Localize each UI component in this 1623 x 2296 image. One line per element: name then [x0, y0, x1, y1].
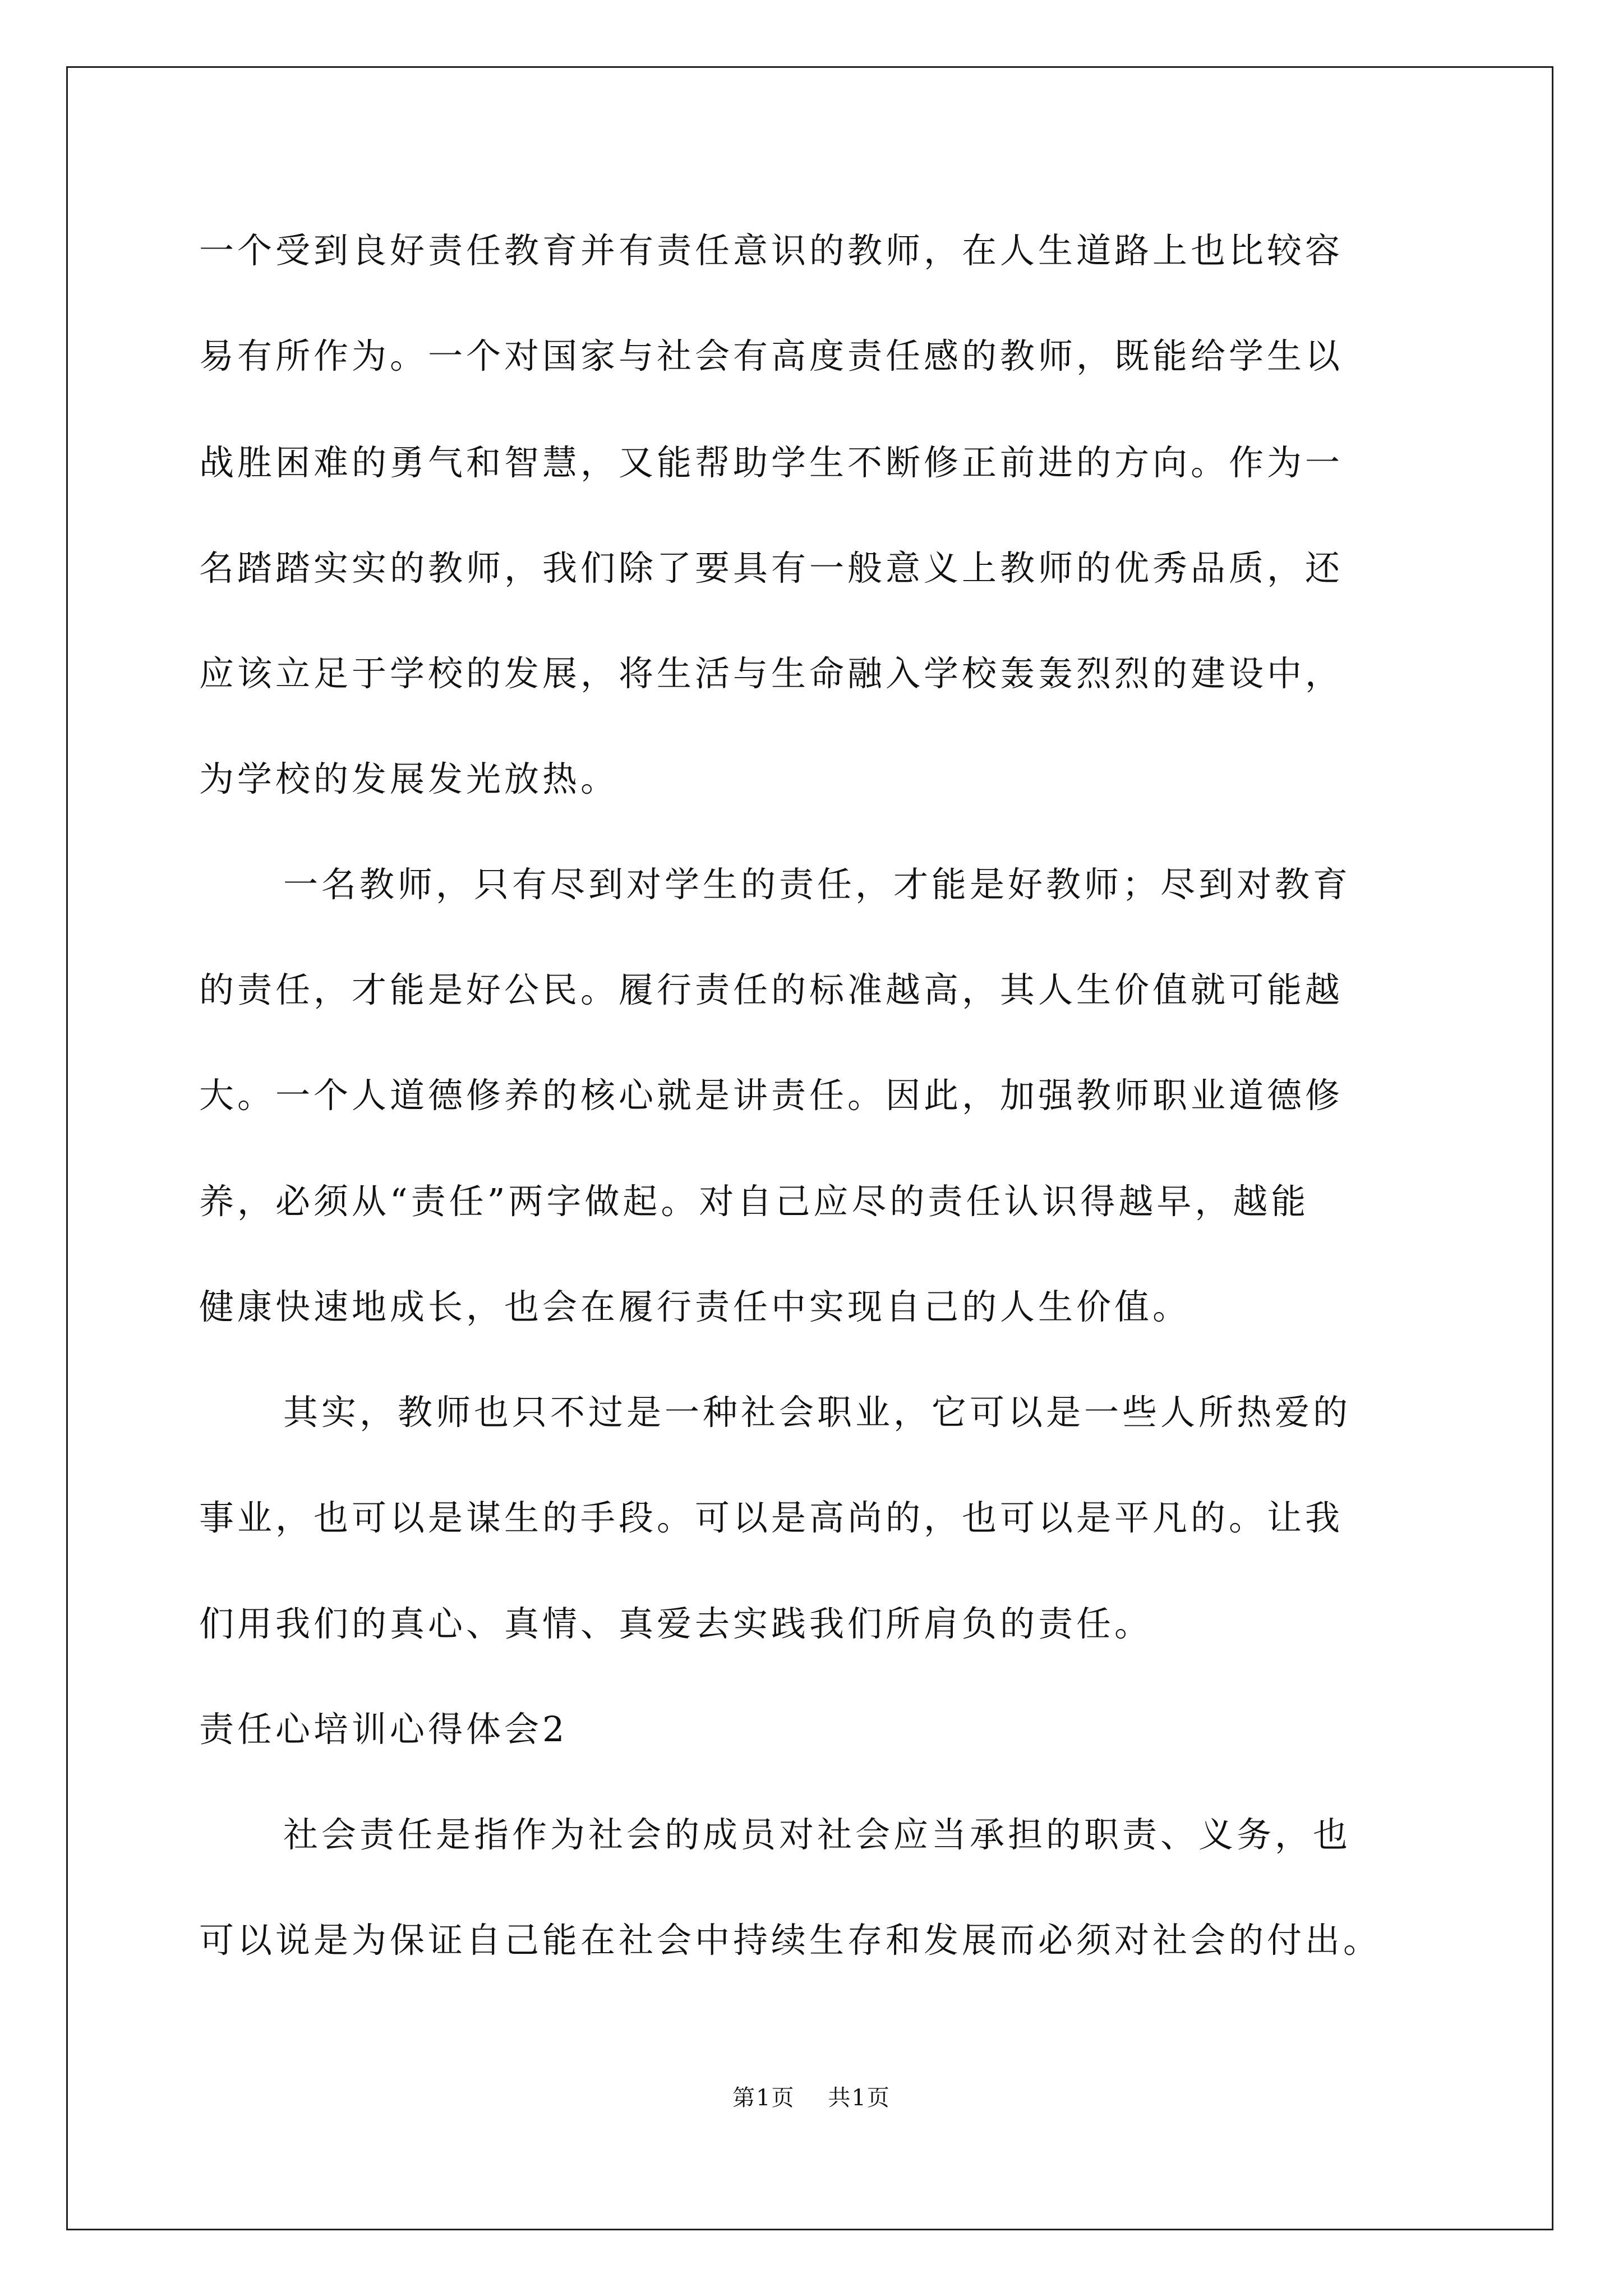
page-number-footer: 第1页 共1页	[732, 2085, 891, 2111]
paragraph-1-line-6: 为学校的发展发光放热。	[199, 758, 619, 799]
paragraph-2-line-1: 一名教师，只有尽到对学生的责任，才能是好教师；尽到对教育	[283, 864, 1352, 905]
paragraph-2-line-4: 养，必须从“责任”两字做起。对自己应尽的责任认识得越早，越能	[199, 1181, 1310, 1222]
section-heading: 责任心培训心得体会2	[199, 1709, 568, 1750]
paragraph-2-line-3: 大。一个人道德修养的核心就是讲责任。因此，加强教师职业道德修	[199, 1075, 1344, 1116]
page-border	[66, 66, 1553, 2230]
paragraph-3-line-3: 们用我们的真心、真情、真爱去实践我们所肩负的责任。	[199, 1603, 1153, 1644]
paragraph-3-line-2: 事业，也可以是谋生的手段。可以是高尚的，也可以是平凡的。让我	[199, 1497, 1344, 1538]
paragraph-3-line-1: 其实，教师也只不过是一种社会职业，它可以是一些人所热爱的	[283, 1392, 1352, 1433]
paragraph-1-line-3: 战胜困难的勇气和智慧，又能帮助学生不断修正前进的方向。作为一	[199, 442, 1344, 483]
paragraph-2-line-2: 的责任，才能是好公民。履行责任的标准越高，其人生价值就可能越	[199, 969, 1344, 1010]
paragraph-4-line-2: 可以说是为保证自己能在社会中持续生存和发展而必须对社会的付出。	[199, 1920, 1382, 1961]
paragraph-1-line-4: 名踏踏实实的教师，我们除了要具有一般意义上教师的优秀品质，还	[199, 547, 1344, 588]
paragraph-1-line-2: 易有所作为。一个对国家与社会有高度责任感的教师，既能给学生以	[199, 335, 1344, 376]
paragraph-2-line-5: 健康快速地成长，也会在履行责任中实现自己的人生价值。	[199, 1286, 1191, 1327]
paragraph-1-line-5: 应该立足于学校的发展，将生活与生命融入学校轰轰烈烈的建设中，	[199, 653, 1344, 694]
paragraph-4-line-1: 社会责任是指作为社会的成员对社会应当承担的职责、义务，也	[283, 1814, 1352, 1855]
paragraph-1-line-1: 一个受到良好责任教育并有责任意识的教师，在人生道路上也比较容	[199, 230, 1344, 271]
